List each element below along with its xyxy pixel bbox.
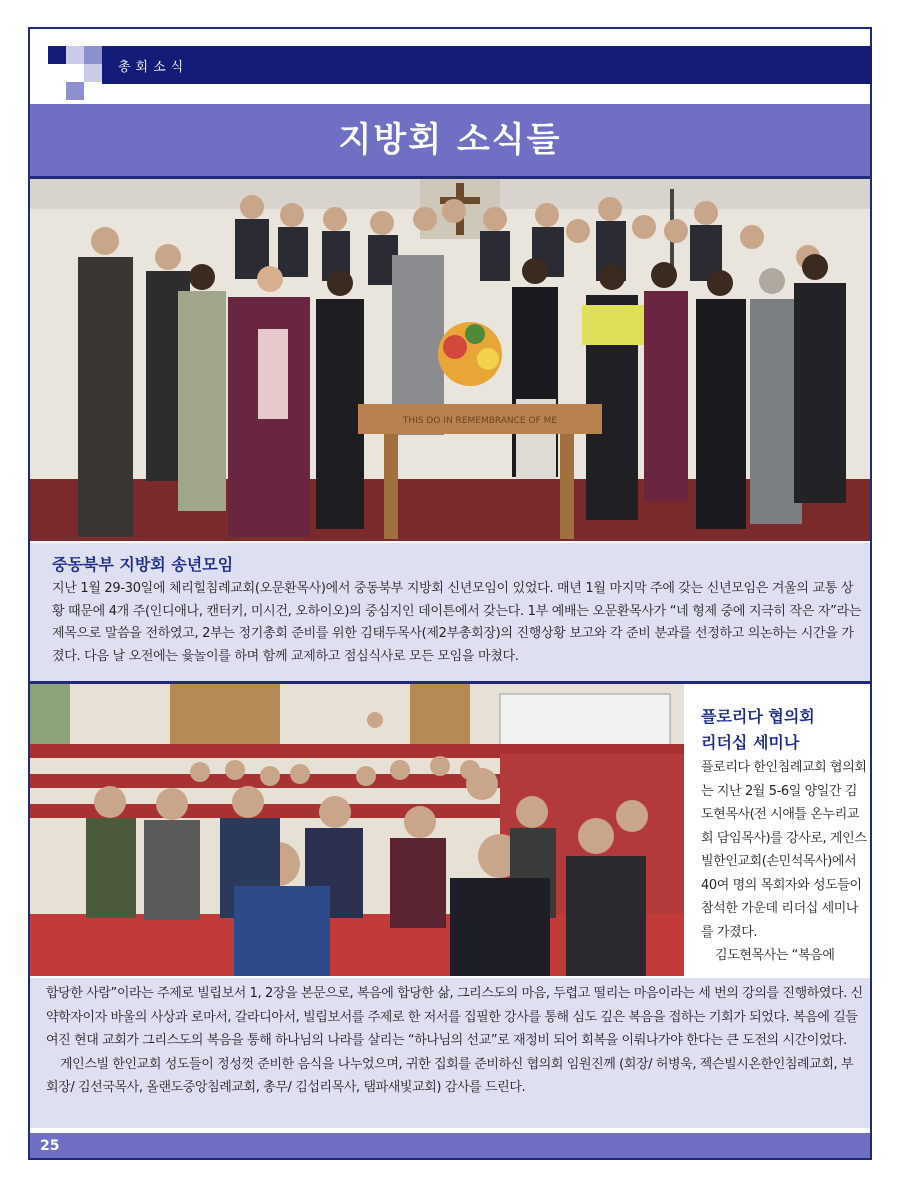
article1-body: 지난 1월 29-30일에 체리힐침례교회(오문환목사)에서 중동북부 지방회 신년모임이 있었다. 매년 1월 마지막 주에 갖는 신년모임은 겨울의 교통 상황 때문에 4개 주(인디애나, 캔터키, 미시건, 오하이오)의 중심지인 데이튼에서 갖는다. 1부 예배는 오문환목사가 “네 형제 중에 지극히 작은 자”라는 제목으로 말씀을 전하였고, 2부는 정기총회 준비를 위한 김태두목사(제2부총회장)의 진행상황 보고와 각 준비 분과를 선정하고 의논하는 시간을 가졌다. 다음 날 오전에는 윷놀이를 하며 함께 교제하고 점심식사로 모든 모임을 마쳤다. [52,581,862,664]
table-inscription: THIS DO IN REMEMBRANCE OF ME [402,416,558,426]
page-number: 25 [40,1138,60,1154]
header-bar [102,46,872,84]
article2-title-line1: 플로리다 협의회 [701,707,815,726]
footer-bar [30,1133,870,1158]
group-photo-2 [30,684,684,976]
article1-title: 중동북부 지방회 송년모임 [52,555,234,574]
article2-body [46,982,864,1100]
article2-paragraph-1: 합당한 사람”이라는 주제로 빌립보서 1, 2장을 본문으로, 복음에 합당한 삶, 그리스도의 마음, 두렵고 떨리는 마음이라는 세 번의 강의를 진행하였다. 신약학자이자 바울의 사상과 로마서, 갈라디아서, 빌립보서를 주제로 한 저서를 집필한 강사를 통해 심도 깊은 복음을 접하는 기회가 되었다. 복음에 길들여진 현대 교회가 그리스도의 복음을 통해 하나님의 나라를 살리는 “하나님의 선교”로 재정비 되어 회복을 이뤄나가야 한다는 큰 도전의 시간이었다. [46,986,863,1048]
page-title: 지방회 소식들 [338,120,562,160]
section-label: 총회소식 [118,60,189,75]
decor-square [48,46,66,64]
article2-side-text: 플로리다 한인침례교회 협의회는 지난 2월 5-6일 양일간 김도현목사(전 시애틀 온누리교회 담임목사)를 강사로, 게인스빌한인교회(손민석목사)에서 40여 명의 목회자와 성도들이 참석한 가운데 리더십 세미나를 가졌다. [701,760,867,940]
article2-title-line2: 리더십 세미나 [701,733,800,752]
decor-square [66,46,84,64]
group-photo-1 [30,179,870,541]
decor-square [84,46,102,64]
decor-square [84,64,102,82]
article2-paragraph-2: 게인스빌 한인교회 성도들이 정성껏 준비한 음식을 나누었으며, 귀한 집회를 준비하신 협의회 임원진께 (회장/ 허병욱, 젝슨빌시온한인침례교회, 부회장/ 김선국목사, 올랜도중앙침례교회, 총무/ 김섭리목사, 탬파새빛교회) 감사를 드린다. [46,1056,854,1095]
article2-side-body [701,756,867,968]
decor-square [66,82,84,100]
article2-side-text-continuation: 김도현목사는 “복음에 [715,948,835,963]
article2-title [701,704,861,756]
